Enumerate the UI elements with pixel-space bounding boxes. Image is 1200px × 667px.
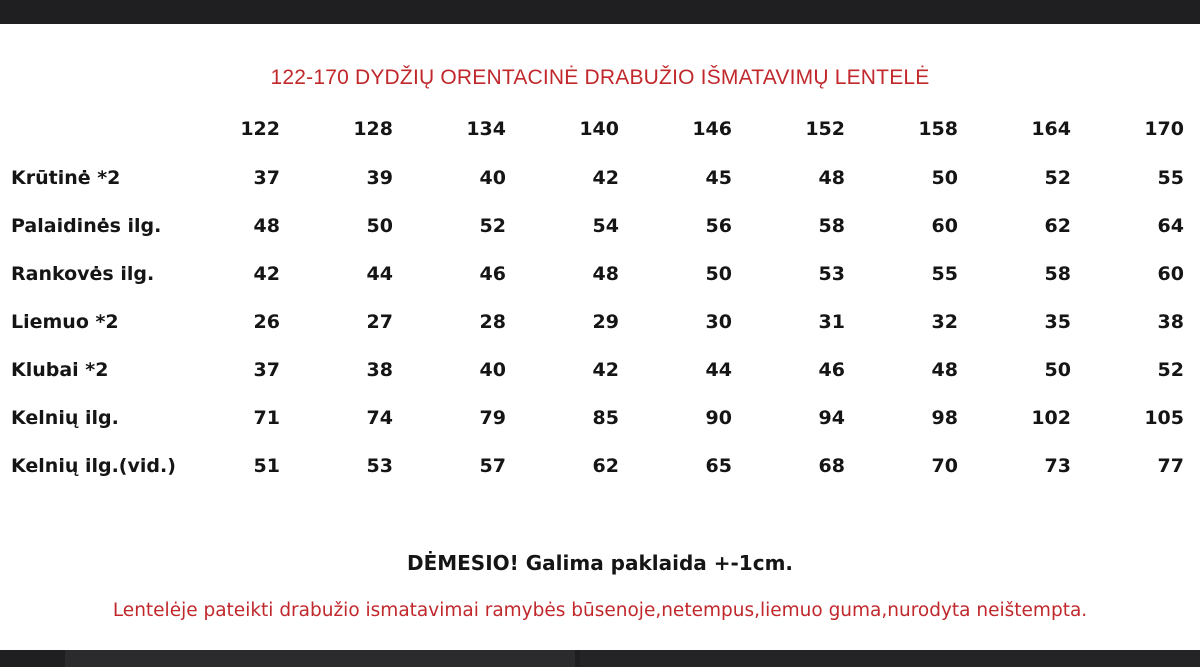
measurement-cell: 102	[1031, 407, 1071, 429]
size-header: 152	[805, 118, 845, 140]
measurement-cell: 37	[253, 359, 280, 381]
measurement-cell: 42	[592, 167, 619, 189]
measurement-cell: 29	[592, 311, 619, 333]
measurement-cell: 52	[1044, 167, 1071, 189]
size-header: 146	[692, 118, 732, 140]
measurement-cell: 52	[1157, 359, 1184, 381]
measurement-cell: 40	[479, 167, 506, 189]
measurement-cell: 46	[479, 263, 506, 285]
table-title: 122-170 DYDŽIŲ ORENTACINĖ DRABUŽIO IŠMATAVIMŲ LENTELĖ	[270, 66, 930, 89]
measurement-cell: 45	[705, 167, 732, 189]
measurement-cell: 44	[366, 263, 393, 285]
row-label: Rankovės ilg.	[11, 263, 155, 285]
measurement-cell: 105	[1144, 407, 1184, 429]
measurement-cell: 30	[705, 311, 732, 333]
measurement-cell: 68	[818, 455, 845, 477]
row-label: Kelnių ilg.	[11, 407, 119, 429]
measurement-cell: 54	[592, 215, 619, 237]
measurement-cell: 70	[931, 455, 958, 477]
measurement-footnote: Lentelėje pateikti drabužio ismatavimai ramybės būsenoje,netempus,liemuo guma,nurodyta neištempta.	[112, 600, 1088, 621]
measurement-cell: 57	[479, 455, 506, 477]
size-header: 170	[1144, 118, 1184, 140]
row-label: Liemuo *2	[11, 311, 119, 333]
measurement-cell: 65	[705, 455, 732, 477]
bottom-frame-bar	[0, 650, 1200, 667]
measurement-cell: 64	[1157, 215, 1184, 237]
size-header: 164	[1031, 118, 1071, 140]
measurement-cell: 60	[931, 215, 958, 237]
bottom-frame-segment	[65, 650, 575, 667]
measurement-cell: 50	[1044, 359, 1071, 381]
size-header: 122	[240, 118, 280, 140]
measurement-cell: 48	[818, 167, 845, 189]
row-label: Kelnių ilg.(vid.)	[11, 455, 176, 477]
measurement-cell: 85	[592, 407, 619, 429]
measurement-cell: 27	[366, 311, 393, 333]
measurement-cell: 98	[931, 407, 958, 429]
measurement-cell: 40	[479, 359, 506, 381]
top-frame-bar	[0, 0, 1200, 24]
measurement-cell: 28	[479, 311, 506, 333]
size-header: 128	[353, 118, 393, 140]
measurement-cell: 74	[366, 407, 393, 429]
measurement-cell: 50	[931, 167, 958, 189]
measurement-cell: 26	[253, 311, 280, 333]
measurement-cell: 38	[366, 359, 393, 381]
bottom-frame-segment	[580, 650, 1200, 667]
measurement-cell: 77	[1157, 455, 1184, 477]
size-header: 134	[466, 118, 506, 140]
measurement-cell: 42	[592, 359, 619, 381]
measurement-cell: 79	[479, 407, 506, 429]
measurement-cell: 32	[931, 311, 958, 333]
measurement-cell: 51	[253, 455, 280, 477]
measurement-cell: 73	[1044, 455, 1071, 477]
measurement-cell: 48	[931, 359, 958, 381]
measurement-cell: 38	[1157, 311, 1184, 333]
row-label: Klubai *2	[11, 359, 109, 381]
measurement-cell: 44	[705, 359, 732, 381]
measurement-cell: 50	[705, 263, 732, 285]
measurement-cell: 94	[818, 407, 845, 429]
measurement-cell: 62	[592, 455, 619, 477]
tolerance-notice: DĖMESIO! Galima paklaida +-1cm.	[406, 551, 794, 575]
row-label: Palaidinės ilg.	[11, 215, 162, 237]
measurement-cell: 62	[1044, 215, 1071, 237]
measurement-cell: 31	[818, 311, 845, 333]
measurement-cell: 56	[705, 215, 732, 237]
measurement-cell: 50	[366, 215, 393, 237]
measurement-cell: 52	[479, 215, 506, 237]
row-label: Krūtinė *2	[11, 167, 121, 189]
measurement-cell: 53	[366, 455, 393, 477]
measurement-cell: 37	[253, 167, 280, 189]
measurement-cell: 58	[818, 215, 845, 237]
measurement-cell: 58	[1044, 263, 1071, 285]
measurement-cell: 48	[253, 215, 280, 237]
measurement-cell: 48	[592, 263, 619, 285]
measurement-cell: 39	[366, 167, 393, 189]
size-header: 158	[918, 118, 958, 140]
measurement-cell: 35	[1044, 311, 1071, 333]
measurement-cell: 90	[705, 407, 732, 429]
measurement-cell: 60	[1157, 263, 1184, 285]
measurement-cell: 55	[1157, 167, 1184, 189]
measurement-cell: 42	[253, 263, 280, 285]
size-header: 140	[579, 118, 619, 140]
measurement-cell: 71	[253, 407, 280, 429]
measurement-cell: 53	[818, 263, 845, 285]
measurement-cell: 55	[931, 263, 958, 285]
measurement-cell: 46	[818, 359, 845, 381]
